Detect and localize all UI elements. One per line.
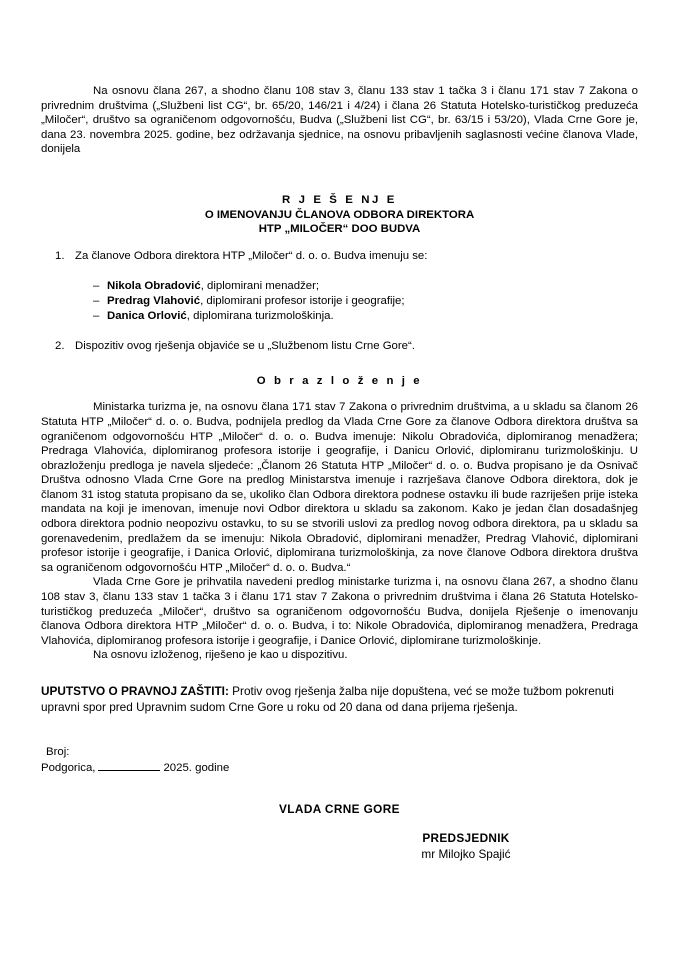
dispositive-item-text: Dispozitiv ovog rješenja objaviće se u „Službenom listu Crne Gore“. xyxy=(75,340,415,353)
dispositive-item-1 xyxy=(41,249,638,264)
preamble-paragraph: Na osnovu člana 267, a shodno članu 108 stav 3, članu 133 stav 1 tačka 3 i članu 171 stav 7 Zakona o privrednim društvima („Službeni list CG“, br. 65/20, 146/21 i 4/24) i člana 26 Statuta Hotelsko-turističkog preduzeća „Miločer“, društvo sa ograničenom odgovornošću, Budva („Službeni list CG“, br. 63/15 i 53/20), Vlada Crne Gore je, dana 23. novembra 2025. godine, bez održavanja sjednice, na osnovu pribavljenih saglasnosti većine članova Vlade, donijela xyxy=(41,85,638,156)
dash-icon: – xyxy=(93,280,100,293)
explanation-heading: O b r a z l o ž e n j e xyxy=(256,374,423,387)
date-blank-line xyxy=(98,762,160,771)
dispositive-list-2 xyxy=(41,339,638,354)
document-title-block xyxy=(41,177,638,249)
list-marker: 1. xyxy=(55,249,65,262)
appointee-name: Nikola Obradović xyxy=(107,280,201,293)
appointee-name: Predrag Vlahović xyxy=(107,294,201,307)
document-number-label: Broj: xyxy=(46,746,70,758)
title-line-subject: O IMENOVANJU ČLANOVA ODBORA DIREKTORA xyxy=(204,208,475,221)
explanation-paragraph-2: Vlada Crne Gore je prihvatila navedeni predlog ministarke turizma i, na osnovu člana 267, a shodno članu 108 stav 3, članu 133 stav 1 tačka 3 i članu 171 stav 7 Zakona o privrednim društvima i člana 26 Statuta Hotelsko-turističkog preduzeća „Miločer“, društvo sa ograničenom odgovornošću Budva, donijela Rješenje o imenovanju članova Odbora direktora HTP „Miločer“ d. o. o. Budva, i to: Nikole Obradovića, diplomiranog menadžera, Predraga Vlahovića, diplomiranog profesora istorije i geografije, i Danice Orlović, diplomirane turizmološkinje. xyxy=(41,576,638,647)
appointee-qualification: , diplomirana turizmološkinja. xyxy=(186,309,334,322)
appointee-name: Danica Orlović xyxy=(107,309,187,322)
appointee-qualification: , diplomirani profesor istorije i geografije; xyxy=(200,294,405,307)
document-meta xyxy=(41,745,638,776)
legal-protection-label: UPUTSTVO O PRAVNOJ ZAŠTITI: xyxy=(41,684,229,698)
legal-protection-text: Protiv ovog rješenja žalba nije dopuštena, već se može tužbom pokrenuti upravni spor pred Upravnim sudom Crne Gore u roku od 20 dana od dana prijema rješenja. xyxy=(41,684,614,714)
document-place-label: Podgorica, xyxy=(41,761,96,774)
appointee-item xyxy=(41,294,638,309)
explanation-paragraph-1: Ministarka turizma je, na osnovu člana 171 stav 7 Zakona o privrednim društvima, a u skladu sa članom 26 Statuta HTP „Miločer“ d. o. o. Budva, podnijela predlog da Vlada Crne Gore za članove Odbora direktora društva sa ograničenom odgovornošću HTP „Miločer“ d. o. o. Budva imenuje: Nikolu Obradovića, diplomiranog menadžera; Predraga Vlahovića, diplomiranog profesora istorije i geografije, i Danicu Orlović, diplomiranu turizmološkinju. U obrazloženju predloga je navela sljedeće: „Članom 26 Statuta HTP „Miločer“ d. o. o. Budva propisano je da Osnivač Društva odnosno Vlada Crne Gore na predlog Ministarstva imenuje i razrješava članove Odbora direktora, dok je članom 31 istog statuta propisano da se, ukoliko član Odbora direktora podnese ostavku ili bude razriješen prije isteka mandata na koji je imenovan, imenuje novi Odbor direktora u skladu sa zakonom. Kako je jedan član dosadašnjeg odbora direktora podnio neopozivu ostavku, to su se stvorili uslovi za predlog novog odbora direktora, pa u skladu sa gorenavedenim, predlažem da se imenuju: Nikola Obradović, diplomirani menadžer, Predrag Vlahović, diplomirani profesor istorije i geografije, i Danica Orlović, diplomirana turizmološkinja, za nove članove Odbora direktora društva sa ograničenom odgovornošću HTP „Miločer“ d. o. o. Budva.“ xyxy=(41,401,638,574)
signature-block xyxy=(366,830,566,862)
dispositive-list xyxy=(41,249,638,264)
signature-title: PREDSJEDNIK xyxy=(422,831,510,845)
signature-government: VLADA CRNE GORE xyxy=(279,802,400,816)
dash-icon: – xyxy=(93,309,100,322)
title-line-company: HTP „MILOČER“ DOO BUDVA xyxy=(258,223,421,236)
list-marker: 2. xyxy=(55,340,65,353)
signature-name: mr Milojko Spajić xyxy=(421,847,511,861)
appointee-item xyxy=(41,309,638,324)
document-body xyxy=(41,84,638,862)
dash-icon: – xyxy=(93,294,100,307)
appointee-list xyxy=(41,279,638,323)
appointee-qualification: , diplomirani menadžer; xyxy=(200,280,320,293)
appointee-item xyxy=(41,279,638,294)
dispositive-item-2 xyxy=(41,339,638,354)
dispositive-item-text: Za članove Odbora direktora HTP „Miločer“ d. o. o. Budva imenuju se: xyxy=(75,249,428,262)
document-place-line xyxy=(41,761,638,777)
legal-protection-note xyxy=(41,683,638,715)
title-line-rjesenje: R J E Š E NJ E xyxy=(282,193,397,206)
document-year-text: 2025. godine xyxy=(163,761,230,774)
explanation-paragraph-3: Na osnovu izloženog, riješeno je kao u dispozitivu. xyxy=(93,649,348,662)
